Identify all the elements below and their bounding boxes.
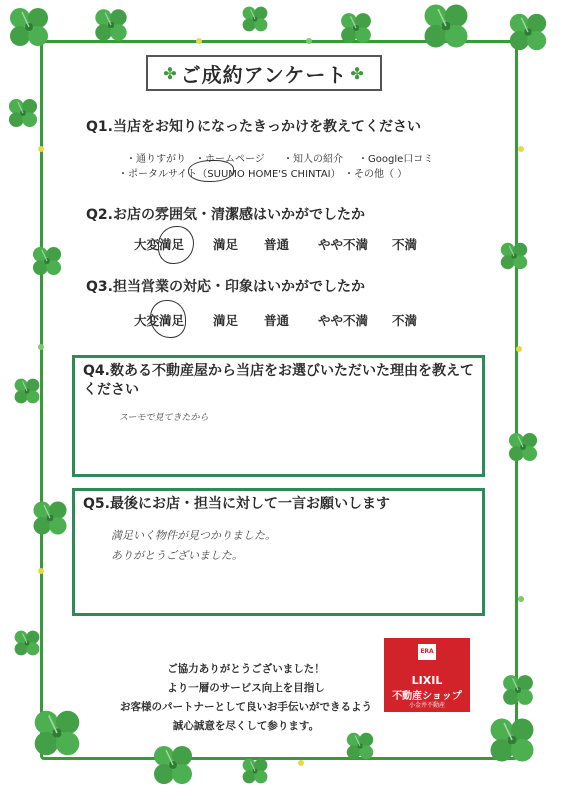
- q3-option-somewhat-dissatisfied[interactable]: やや不満: [318, 313, 369, 328]
- closing-line-4: 誠心誠意を尽くして参ります。: [172, 720, 320, 732]
- logo-brand: LIXIL: [411, 674, 443, 687]
- decor-dot: [298, 760, 304, 766]
- closing-line-3: お客様のパートナーとして良いお手伝いができるよう: [120, 701, 372, 713]
- q5-question: Q5.最後にお店・担当に対して一言お願いします: [83, 496, 390, 512]
- era-badge-icon: ERA: [418, 644, 436, 660]
- closing-message: [86, 660, 406, 736]
- clover-icon: [6, 4, 52, 50]
- clover-icon: [12, 376, 42, 406]
- clover-icon: [240, 756, 270, 786]
- clover-icon: [420, 0, 472, 52]
- q5-answer-line-2: ありがとうございました。: [111, 549, 243, 562]
- clover-icon: [240, 4, 270, 34]
- q2-question: Q2.お店の雰囲気・清潔感はいかがでしたか: [86, 207, 365, 223]
- clover-icon: [30, 706, 84, 760]
- q4-question: Q4.数ある不動産屋から当店をお選びいただいた理由を教えてください: [83, 363, 474, 398]
- clover-icon: [30, 244, 64, 278]
- clover-icon: [338, 10, 374, 46]
- q3-option-dissatisfied[interactable]: 不満: [392, 313, 418, 328]
- q1-option-referral[interactable]: ・知人の紹介: [283, 154, 343, 165]
- decor-dot: [38, 568, 44, 574]
- q1-option-other[interactable]: ・その他（ ）: [344, 169, 408, 180]
- q3-option-neutral[interactable]: 普通: [264, 313, 290, 328]
- q3-question: Q3.担当営業の対応・印象はいかがでしたか: [86, 279, 365, 295]
- clover-deco-icon: ✤: [350, 63, 365, 83]
- decor-dot: [516, 346, 522, 352]
- decor-dot: [518, 596, 524, 602]
- clover-icon: [486, 714, 538, 766]
- clover-icon: [506, 10, 550, 54]
- q1-option-google[interactable]: ・Google口コミ: [358, 154, 434, 165]
- closing-line-1: ご協力ありがとうございました！: [167, 663, 325, 675]
- q1-option-homepage[interactable]: ・ホームページ: [195, 154, 265, 165]
- clover-icon: [500, 672, 536, 708]
- q1-option-portal[interactable]: ・ポータルサイト（SUUMO HOME'S CHINTAI）: [118, 169, 341, 180]
- decor-dot: [306, 38, 312, 44]
- q2-option-neutral[interactable]: 普通: [264, 237, 290, 252]
- clover-icon: [150, 742, 196, 788]
- decor-dot: [38, 146, 44, 152]
- decor-dot: [38, 344, 44, 350]
- q2-option-dissatisfied[interactable]: 不満: [392, 237, 418, 252]
- logo-shop-name: 不動産ショップ: [392, 691, 462, 702]
- q1-option-passing[interactable]: ・通りすがり: [126, 154, 186, 165]
- answer-circle-mark: [150, 300, 186, 338]
- lixil-shop-logo: [384, 638, 470, 712]
- page-title: [146, 55, 382, 91]
- q2-option-satisfied[interactable]: 満足: [213, 237, 239, 252]
- q3-option-very-satisfied[interactable]: 大変満足: [134, 313, 185, 328]
- clover-icon: [92, 6, 130, 44]
- clover-deco-icon: ✤: [163, 63, 178, 83]
- clover-icon: [498, 240, 530, 272]
- q3-option-satisfied[interactable]: 満足: [213, 313, 239, 328]
- page-title-text: ご成約アンケート: [180, 62, 348, 87]
- decor-dot: [196, 38, 202, 44]
- q1-question: Q1.当店をお知りになったきっかけを教えてください: [86, 119, 421, 135]
- closing-line-2: より一層のサービス向上を目指し: [167, 682, 325, 694]
- answer-circle-mark: [188, 160, 234, 182]
- q2-option-somewhat-dissatisfied[interactable]: やや不満: [318, 237, 369, 252]
- q5-answer-line-1: 満足いく物件が見つかりました。: [111, 529, 276, 542]
- decor-dot: [518, 146, 524, 152]
- clover-icon: [506, 430, 540, 464]
- clover-icon: [6, 96, 40, 130]
- q2-option-very-satisfied[interactable]: 大変満足: [134, 237, 185, 252]
- q4-answer-text: スーモで見てきたから: [119, 413, 209, 423]
- clover-icon: [12, 628, 42, 658]
- q4-answer-box[interactable]: [72, 355, 485, 477]
- clover-icon: [30, 498, 70, 538]
- q5-answer-box[interactable]: [72, 488, 485, 616]
- logo-branch: 小金井不動産: [408, 702, 445, 709]
